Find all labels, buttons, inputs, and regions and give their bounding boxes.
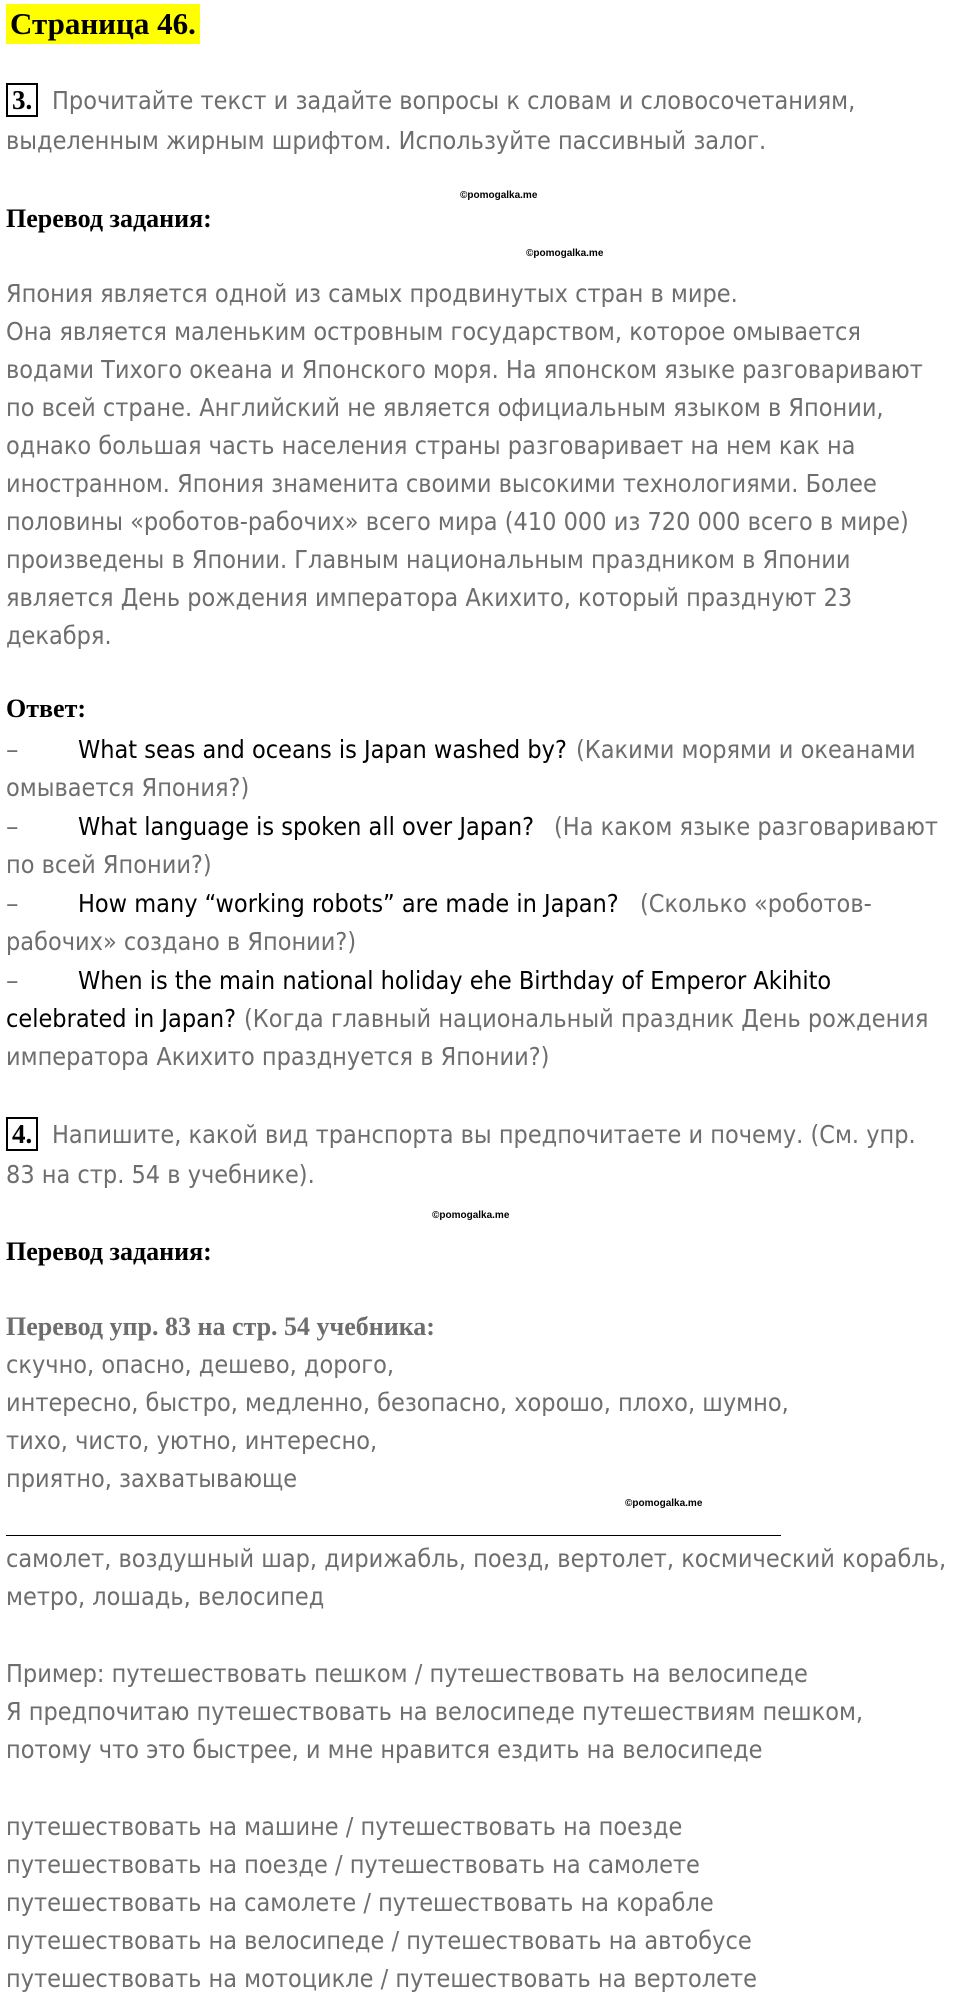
transport-line: метро, лошадь, велосипед [6,1582,325,1611]
task4-instruction-line-2: 83 на стр. 54 в учебнике). [6,1160,315,1189]
answer-translation: (Какими морями и океанами [576,735,916,764]
task3-instruction-line-2: выделенным жирным шрифтом. Используйте пассивный залог. [6,126,767,155]
answer-question: What seas and oceans is Japan washed by? [78,735,567,764]
watermark: ©pomogalka.me [625,1498,703,1509]
divider-line [6,1535,781,1536]
answer-dash: – [6,966,19,995]
answer-question: How many “working robots” are made in Japan? [78,889,619,918]
task4-translation-label: Перевод задания: [6,1237,212,1266]
example-line: потому что это быстрее, и мне нравится ездить на велосипеде [6,1735,763,1764]
watermark: ©pomogalka.me [432,1210,510,1221]
task3-text-line: произведены в Японии. Главным национальным праздником в Японии [6,545,851,574]
task3-text-line: декабря. [6,621,112,650]
transport-line: самолет, воздушный шар, дирижабль, поезд, вертолет, космический корабль, [6,1544,947,1573]
adjective-line: скучно, опасно, дешево, дорого, [6,1350,395,1379]
task3-text-line: половины «роботов-рабочих» всего мира (410 000 из 720 000 всего в мире) [6,507,909,536]
transport-pair: путешествовать на велосипеде / путешествовать на автобусе [6,1926,752,1955]
task4-instruction-line-1: 4. Напишите, какой вид транспорта вы предпочитаете и почему. (См. упр. [6,1116,960,1154]
task3-number-box: 3. [6,83,38,117]
answer-item [6,962,915,1001]
answer-translation: по всей Японии?) [6,850,212,879]
task3-text-line: иностранном. Япония знаменита своими высокими технологиями. Более [6,469,877,498]
task3-text-line: по всей стране. Английский не является официальным языком в Японии, [6,393,884,422]
answer-translation: омывается Япония?) [6,773,250,802]
task3-answer-label: Ответ: [6,694,87,723]
task3-text-line: водами Тихого океана и Японского моря. На японском языке разговаривают [6,355,923,384]
task3-instruction-line-1: 3. Прочитайте текст и задайте вопросы к словам и словосочетаниям, [6,82,945,120]
task4-exercise-label: Перевод упр. 83 на стр. 54 учебника: [6,1312,435,1341]
answer-dash: – [6,735,19,764]
example-line: Я предпочитаю путешествовать на велосипеде путешествиям пешком, [6,1697,864,1726]
task4-number-box: 4. [6,1117,38,1151]
answer-translation: императора Акихито празднуется в Японии?) [6,1042,550,1071]
example-line: Пример: путешествовать пешком / путешествовать на велосипеде [6,1659,808,1688]
answer-dash: – [6,812,19,841]
answer-dash: – [6,889,19,918]
task3-text-line: однако большая часть населения страны разговаривает на нем как на [6,431,856,460]
answer-item [6,731,621,770]
transport-pair: путешествовать на машине / путешествовать на поезде [6,1812,683,1841]
watermark: ©pomogalka.me [460,190,538,201]
adjective-line: приятно, захватывающе [6,1464,298,1493]
answer-translation: рабочих» создано в Японии?) [6,927,357,956]
answer-translation: (Сколько «роботов- [640,889,872,918]
transport-pair: путешествовать на мотоцикле / путешествовать на вертолете [6,1964,757,1993]
adjective-line: интересно, быстро, медленно, безопасно, хорошо, плохо, шумно, [6,1388,789,1417]
page-heading: Страница 46. [6,4,200,44]
watermark: ©pomogalka.me [526,248,604,259]
transport-pair: путешествовать на самолете / путешествовать на корабле [6,1888,714,1917]
answer-translation: (На каком языке разговаривают [554,812,939,841]
answer-question: When is the main national holiday ehe Birthday of Emperor Akihito [78,966,832,995]
answer-translation: (Когда главный национальный праздник День рождения [244,1004,929,1033]
task3-text-line: Она является маленьким островным государством, которое омывается [6,317,861,346]
task3-text-line: является День рождения императора Акихито, который празднуют 23 [6,583,853,612]
task3-translation-label: Перевод задания: [6,204,212,233]
task3-text-line: Япония является одной из самых продвинутых стран в мире. [6,279,738,308]
adjective-line: тихо, чисто, уютно, интересно, [6,1426,378,1455]
answer-question: What language is spoken all over Japan? [78,812,535,841]
answer-question: celebrated in Japan? [6,1004,237,1033]
answer-item [6,885,679,924]
answer-item [6,808,585,847]
transport-pair: путешествовать на поезде / путешествовать на самолете [6,1850,700,1879]
